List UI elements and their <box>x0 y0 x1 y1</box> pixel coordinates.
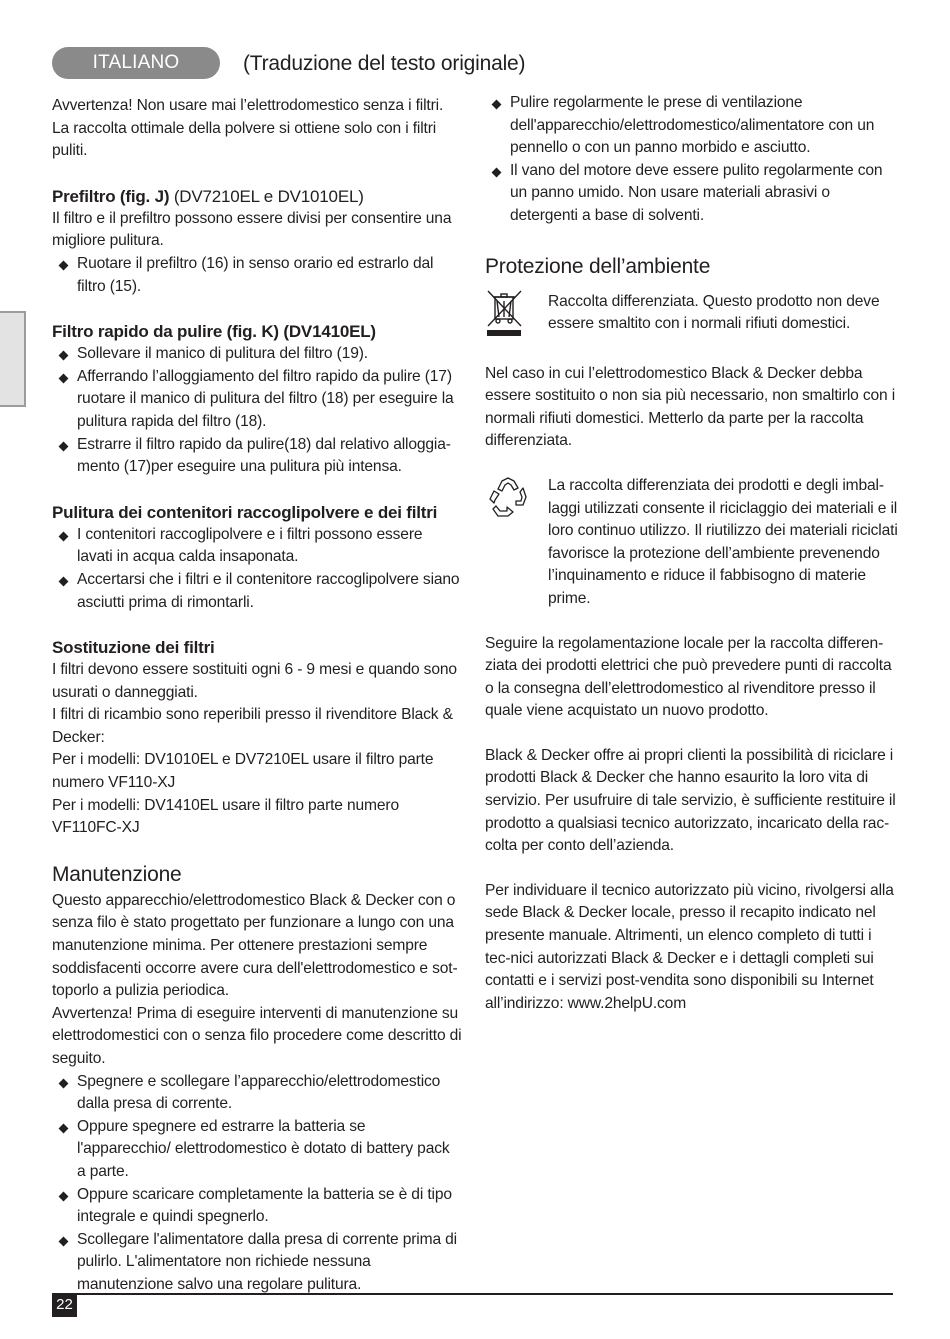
list-item: Spegnere e scollegare l’apparecchio/elettrodomestico dalla presa di corrente. <box>52 1071 462 1116</box>
diamond-bullet-icon <box>59 1123 69 1133</box>
maintenance-heading: Manutenzione <box>52 862 182 886</box>
diamond-bullet-icon <box>59 1236 69 1246</box>
page-number: 22 <box>52 1293 77 1317</box>
service-agent-text: Per individuare il tecnico autorizzato più vicino, rivolgersi alla sede Black & Decker locale, presso il recapito indicato nel presente manuale. Altrimenti, un elenco completo di tutti i tec-nici autorizzati Black & Decker e i dettagli completi sui contatti e i servizi post-vendita sono disponibili su Internet all’indirizzo: www.2helpU.com <box>485 881 894 1012</box>
diamond-bullet-icon <box>59 351 69 361</box>
list-item: Oppure spegnere ed estrarre la batteria se l'apparecchio/ elettrodomestico è dotato di battery pack a parte. <box>52 1116 462 1184</box>
list-item: Ruotare il prefiltro (16) in senso orario ed estrarlo dal filtro (15). <box>52 253 462 298</box>
left-column <box>52 95 462 1297</box>
quick-filter-list <box>52 343 462 479</box>
replacement-text-1: I filtri devono essere sostituiti ogni 6 - 9 mesi e quando sono usurati o danneggiati. <box>52 661 457 701</box>
maintenance-intro: Questo apparecchio/elettrodomestico Black & Decker con o senza filo è stato progettato per funzionare a lungo con una manutenzione minima. Per ottenere prestazioni sempre soddisfacenti occorre avere cura dell'elettrodomestico e sot-toporlo a pulizia periodica. <box>52 891 458 1000</box>
maintenance-warning: Avvertenza! Prima di eseguire interventi di manutenzione su elettrodomestici con o senza filo procedere come descritto di seguito. <box>52 1004 462 1067</box>
weee-text: Raccolta differenziata. Questo prodotto non deve essere smaltito con i normali rifiuti domestici. <box>548 292 880 333</box>
prefilter-heading: Prefiltro (fig. J) (DV7210EL e DV1010EL) <box>52 186 364 206</box>
prefilter-list <box>52 253 462 298</box>
diamond-bullet-icon <box>59 1191 69 1201</box>
cleaning-list <box>485 92 900 228</box>
list-item: Oppure scaricare completamente la batteria se è di tipo integrale e quindi spegnerlo. <box>52 1184 462 1229</box>
prefilter-text: Il filtro e il prefiltro possono essere divisi per consentire una migliore pulitura. <box>52 209 452 250</box>
translation-note: (Traduzione del testo originale) <box>243 52 526 75</box>
diamond-bullet-icon <box>492 167 502 177</box>
recycle-icon <box>485 475 548 524</box>
containers-heading: Pulitura dei contenitori raccoglipolvere e dei filtri <box>52 502 438 522</box>
replacement-heading: Sostituzione dei filtri <box>52 638 215 658</box>
replacement-text-3: Per i modelli: DV1010EL e DV7210EL usare il filtro parte numero VF110-XJ <box>52 751 434 792</box>
local-regulation-text: Seguire la regolamentazione locale per la raccolta differen-ziata dei prodotti elettrici che può prevedere punti di raccolta o la consegna dell’elettrodomestico al rivenditore presso il quale viene acquistato un nuovo prodotto. <box>485 634 892 720</box>
environment-heading: Protezione dell’ambiente <box>485 254 711 278</box>
diamond-bullet-icon <box>59 1078 69 1088</box>
filter-warning: Avvertenza! Non usare mai l’elettrodomestico senza i filtri. La raccolta ottimale della polvere si ottiene solo con i filtri puliti. <box>52 97 444 160</box>
footer-rule <box>76 1293 893 1295</box>
replacement-text-2: I filtri di ricambio sono reperibili presso il rivenditore Black & Decker: <box>52 706 453 746</box>
list-item: Pulire regolarmente le prese di ventilazione dell'apparecchio/elettrodomestico/alimentatore con un pennello o con un panno morbido e asciutto. <box>485 92 900 160</box>
diamond-bullet-icon <box>59 441 69 451</box>
section-tab <box>0 311 26 407</box>
list-item: Accertarsi che i filtri e il contenitore raccoglipolvere siano asciutti prima di rimontarli. <box>52 569 462 614</box>
maintenance-list <box>52 1071 462 1297</box>
list-item: Afferrando l’alloggiamento del filtro rapido da pulire (17) ruotare il manico di pulitura del filtro (18) per eseguire la pulitura rapida del filtro (18). <box>52 366 462 434</box>
list-item: Estrarre il filtro rapido da pulire(18) dal relativo alloggia-mento (17)per eseguire una pulitura più intensa. <box>52 434 462 479</box>
diamond-bullet-icon <box>59 531 69 541</box>
diamond-bullet-icon <box>59 576 69 586</box>
diamond-bullet-icon <box>59 373 69 383</box>
list-item: Scollegare l'alimentatore dalla presa di corrente prima di pulirlo. L'alimentatore non richiede nessuna manutenzione salvo una regolare pulitura. <box>52 1229 462 1297</box>
quick-filter-heading: Filtro rapido da pulire (fig. K) (DV1410EL) <box>52 322 376 342</box>
warning-label: Avvertenza! <box>52 1004 133 1022</box>
weee-notice <box>485 288 900 343</box>
containers-list <box>52 524 462 614</box>
replacement-text-4: Per i modelli: DV1410EL usare il filtro parte numero VF110FC-XJ <box>52 796 399 837</box>
crossed-out-wheelie-bin-icon <box>485 288 548 343</box>
warning-label: Avvertenza! <box>52 97 133 114</box>
diamond-bullet-icon <box>59 261 69 271</box>
list-item: Il vano del motore deve essere pulito regolarmente con un panno umido. Non usare materiali abrasivi o detergenti a base di solventi. <box>485 160 900 228</box>
language-badge: ITALIANO <box>52 47 220 79</box>
right-column <box>485 92 900 1015</box>
disposal-text: Nel caso in cui l’elettrodomestico Black & Decker debba essere sostituito o non sia più necessario, non smaltirlo con i normali rifiuti domestici. Metterlo da parte per la raccolta differenziata. <box>485 364 896 450</box>
recycling-service-text: Black & Decker offre ai propri clienti la possibilità di riciclare i prodotti Black & Decker che hanno esaurito la loro vita di servizio. Per usufruire di tale servizio, è sufficiente restituire il prodotto a qualsiasi tecnico autorizzato, incaricato della rac-colta per conto dell’azienda. <box>485 746 896 855</box>
recycling-text: La raccolta differenziata dei prodotti e degli imbal-laggi utilizzati consente il riciclaggio dei materiali e il loro continuo utilizzo. Il riutilizzo dei materiali riciclati favorisce la protezione dell’ambiente prevenendo l’inquinamento e riduce il fabbisogno di materie prime. <box>548 476 898 607</box>
list-item: Sollevare il manico di pulitura del filtro (19). <box>52 343 462 366</box>
list-item: I contenitori raccoglipolvere e i filtri possono essere lavati in acqua calda insaponata. <box>52 524 462 569</box>
recycling-notice <box>485 475 900 611</box>
diamond-bullet-icon <box>492 100 502 110</box>
